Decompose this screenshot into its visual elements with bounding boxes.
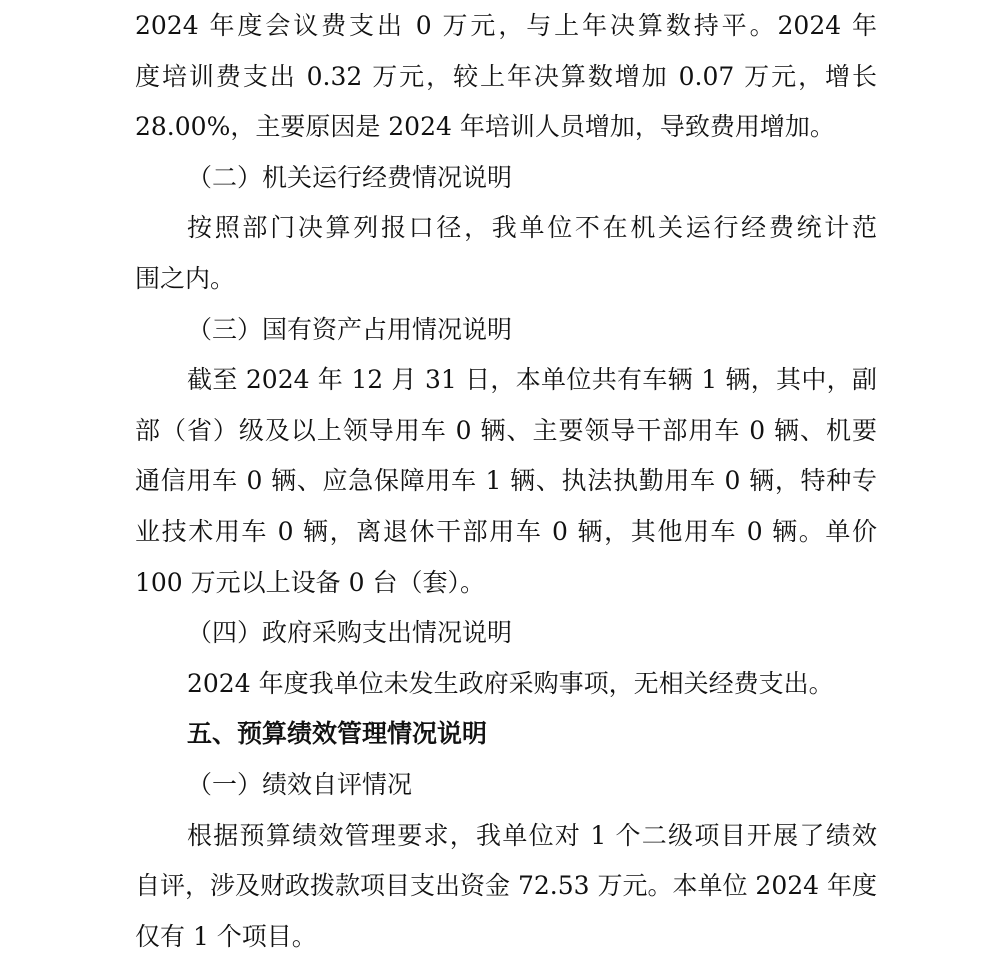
paragraph-meeting-line-3: 28.00%，主要原因是 2024 年培训人员增加，导致费用增加。 xyxy=(135,112,835,142)
heading-government-procurement: （四）政府采购支出情况说明 xyxy=(187,618,513,648)
paragraph-assets-line-1: 截至 2024 年 12 月 31 日，本单位共有车辆 1 辆，其中，副 xyxy=(187,365,877,395)
heading-operating-expenses: （二）机关运行经费情况说明 xyxy=(187,162,513,192)
paragraph-selfeval-line-3: 仅有 1 个项目。 xyxy=(135,921,317,951)
paragraph-assets-line-4: 业技术用车 0 辆，离退休干部用车 0 辆，其他用车 0 辆。单价 xyxy=(135,516,877,546)
paragraph-operating-line-2: 围之内。 xyxy=(135,263,236,293)
paragraph-assets-line-3: 通信用车 0 辆、应急保障用车 1 辆、执法执勤用车 0 辆，特种专 xyxy=(135,466,877,496)
paragraph-procurement: 2024 年度我单位未发生政府采购事项，无相关经费支出。 xyxy=(187,668,834,698)
document-page xyxy=(135,0,877,962)
paragraph-assets-line-5: 100 万元以上设备 0 台（套）。 xyxy=(135,567,485,597)
paragraph-assets-line-2: 部（省）级及以上领导用车 0 辆、主要领导干部用车 0 辆、机要 xyxy=(135,415,877,445)
paragraph-operating-line-1: 按照部门决算列报口径，我单位不在机关运行经费统计范 xyxy=(187,213,877,243)
heading-self-evaluation: （一）绩效自评情况 xyxy=(187,769,413,799)
heading-state-assets: （三）国有资产占用情况说明 xyxy=(187,314,513,344)
paragraph-meeting-line-2: 度培训费支出 0.32 万元，较上年决算数增加 0.07 万元，增长 xyxy=(135,61,877,91)
section-heading-performance-management: 五、预算绩效管理情况说明 xyxy=(187,719,488,749)
paragraph-selfeval-line-1: 根据预算绩效管理要求，我单位对 1 个二级项目开展了绩效 xyxy=(187,820,877,850)
paragraph-selfeval-line-2: 自评，涉及财政拨款项目支出资金 72.53 万元。本单位 2024 年度 xyxy=(135,871,877,901)
paragraph-meeting-line-1: 2024 年度会议费支出 0 万元，与上年决算数持平。2024 年 xyxy=(135,11,877,40)
